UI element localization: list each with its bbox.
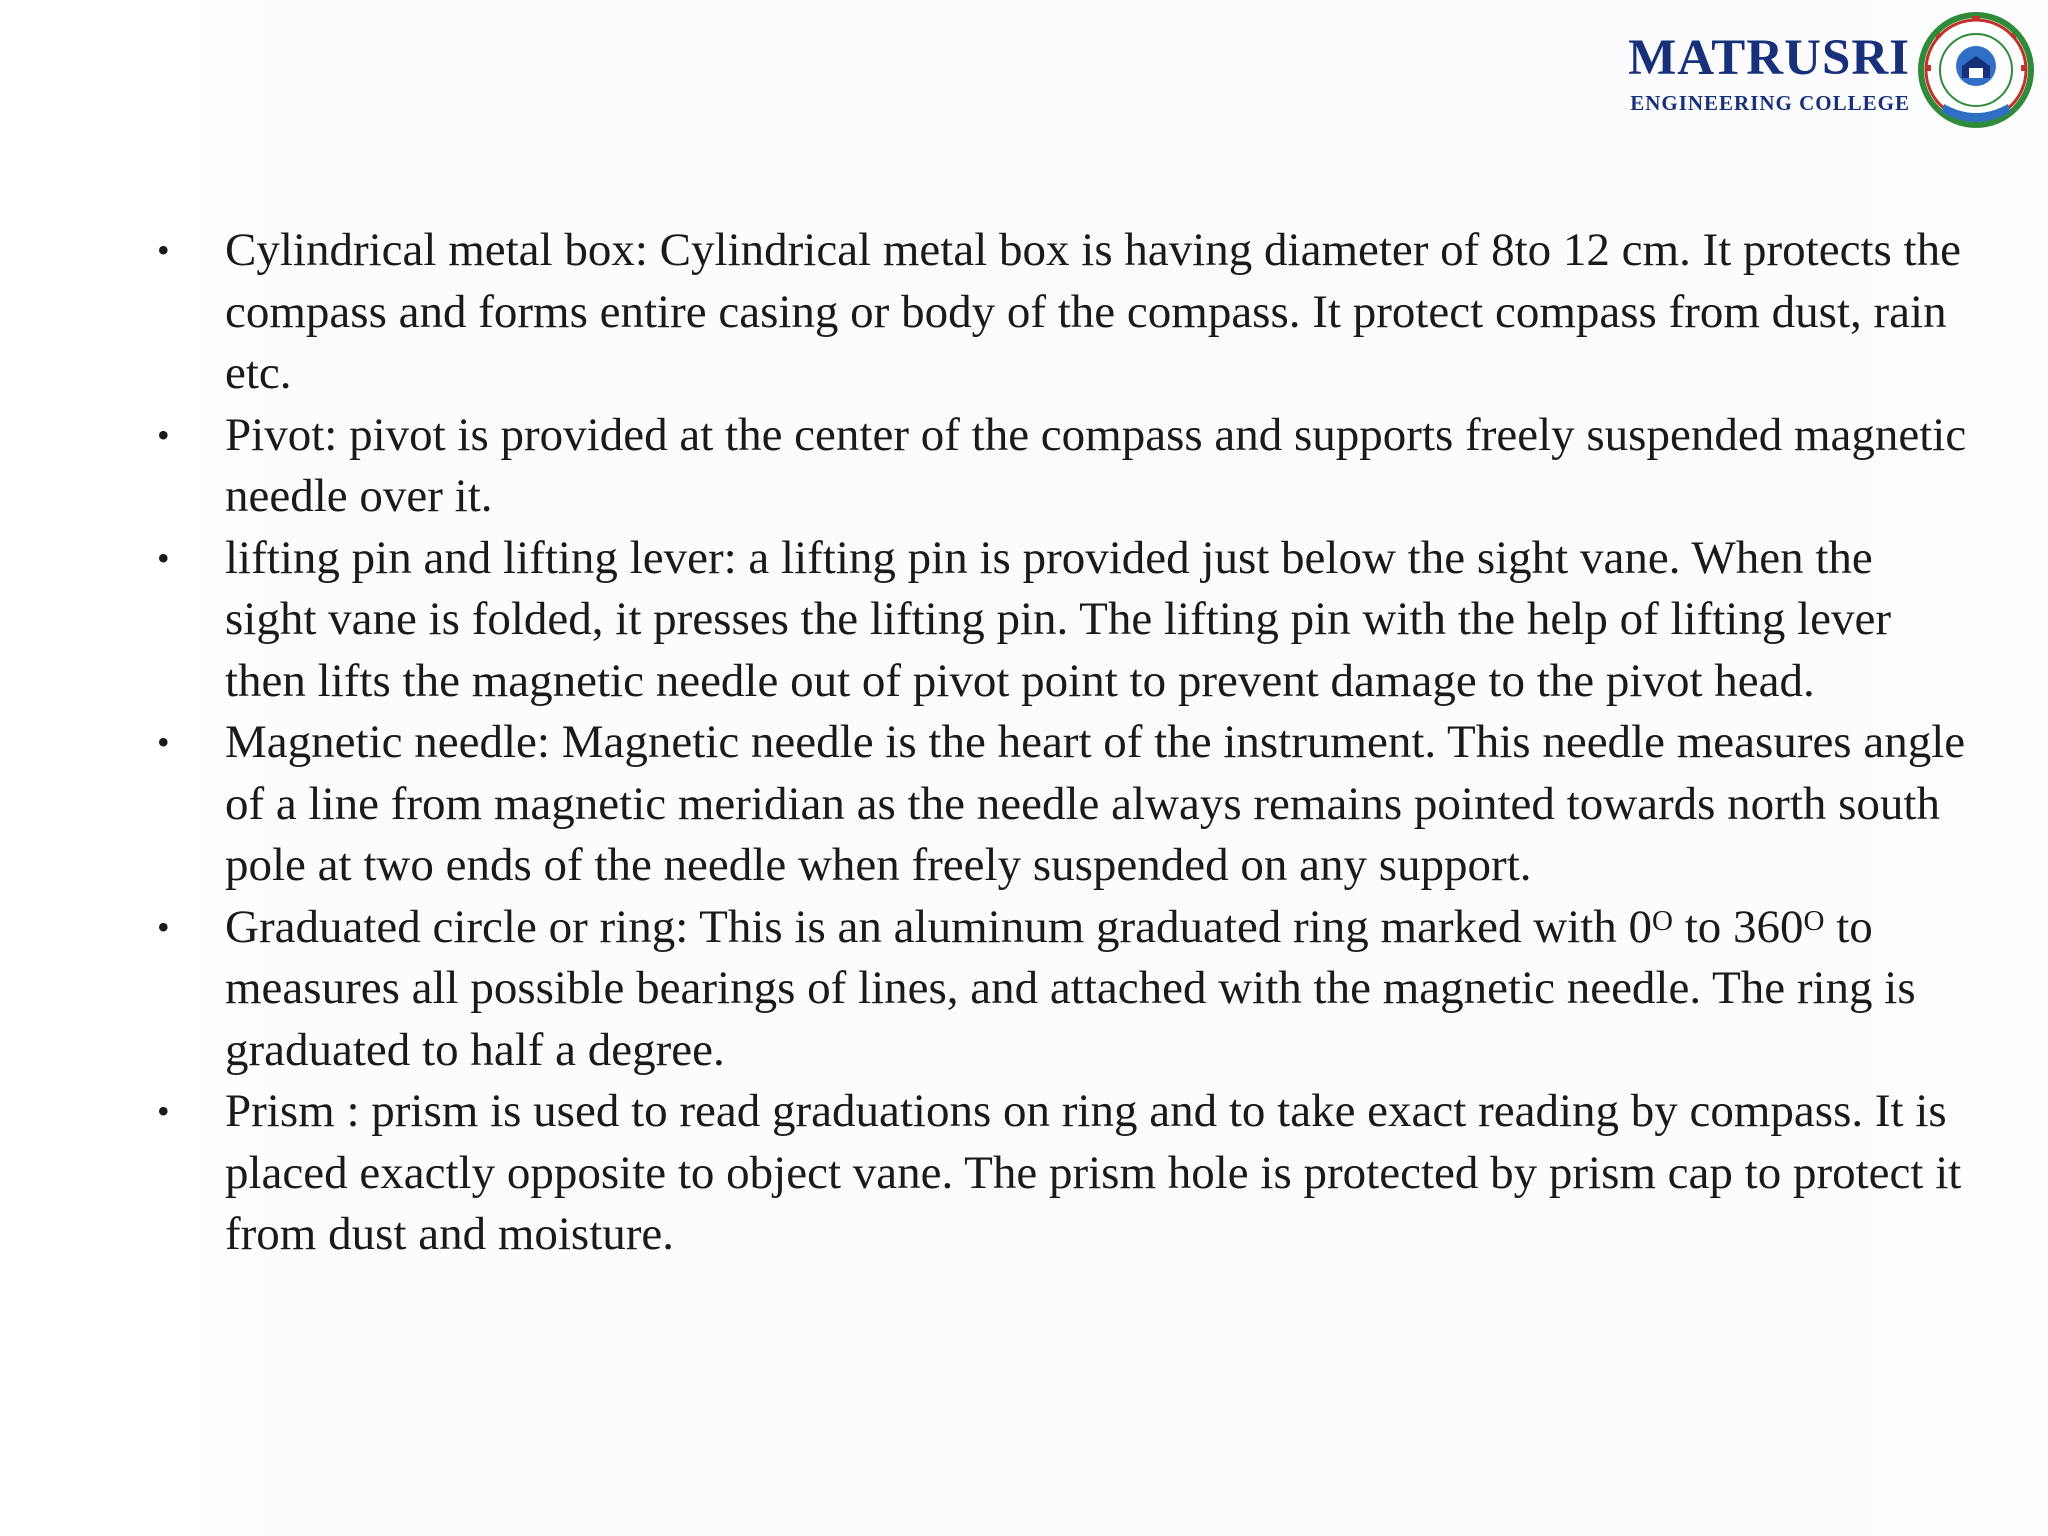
logo-name: MATRUSRI — [1628, 30, 1910, 86]
bullet-list — [150, 220, 1970, 1266]
logo-text — [1628, 30, 1910, 116]
bullet-text-part3: to measures all possible bearings of lines, and attached with the magnetic needle. The ring is graduated to half a degree. — [225, 900, 1916, 1076]
bullet-marker: • — [157, 906, 170, 947]
bullet-text-part2: to 360 — [1672, 900, 1804, 953]
bullet-marker: • — [157, 722, 170, 762]
bullet-text: Cylindrical metal box: Cylindrical metal box is having diameter of 8to 12 cm. It protects the compass and forms entire casing or body of the compass. It protect compass from dust, rain etc. — [225, 224, 1961, 399]
degree-superscript: O — [1803, 904, 1825, 937]
bullet-cylindrical-metal-box — [150, 220, 1970, 405]
bullet-marker: • — [157, 414, 170, 455]
bullet-text: Pivot: pivot is provided at the center of the compass and supports freely suspended magnetic needle over it. — [225, 408, 1967, 522]
bullet-text: Prism : prism is used to read graduations on ring and to take exact reading by compass. It is placed exactly opposite to object vane. The prism hole is protected by prism cap to protect it from dust and moisture. — [225, 1085, 1962, 1260]
bullet-lifting-pin-lever — [150, 528, 1970, 713]
bullet-text: lifting pin and lifting lever: a lifting pin is provided just below the sight vane. When the sight vane is folded, it presses the lifting pin. The lifting pin with the help of lifting lever then lifts the magnetic needle out of pivot point to prevent damage to the pivot head. — [225, 531, 1892, 707]
bullet-prism — [150, 1081, 1970, 1266]
bullet-text-part1: Graduated circle or ring: This is an aluminum graduated ring marked with 0 — [225, 900, 1653, 953]
bullet-marker: • — [157, 230, 170, 270]
bullet-text: Magnetic needle: Magnetic needle is the heart of the instrument. This needle measures angle of a line from magnetic meridian as the needle always remains pointed towards north south pole at two ends of the needle when freely suspended on any support. — [225, 716, 1966, 891]
college-logo — [1598, 8, 2038, 136]
bullet-graduated-ring — [150, 897, 1970, 1082]
degree-superscript: O — [1652, 904, 1673, 937]
bullet-pivot — [150, 405, 1970, 528]
college-seal-icon — [1914, 8, 2038, 136]
bullet-marker: • — [157, 1091, 170, 1131]
bullet-magnetic-needle — [150, 712, 1970, 897]
bullet-marker: • — [157, 537, 170, 578]
logo-subtitle: ENGINEERING COLLEGE — [1630, 91, 1910, 115]
